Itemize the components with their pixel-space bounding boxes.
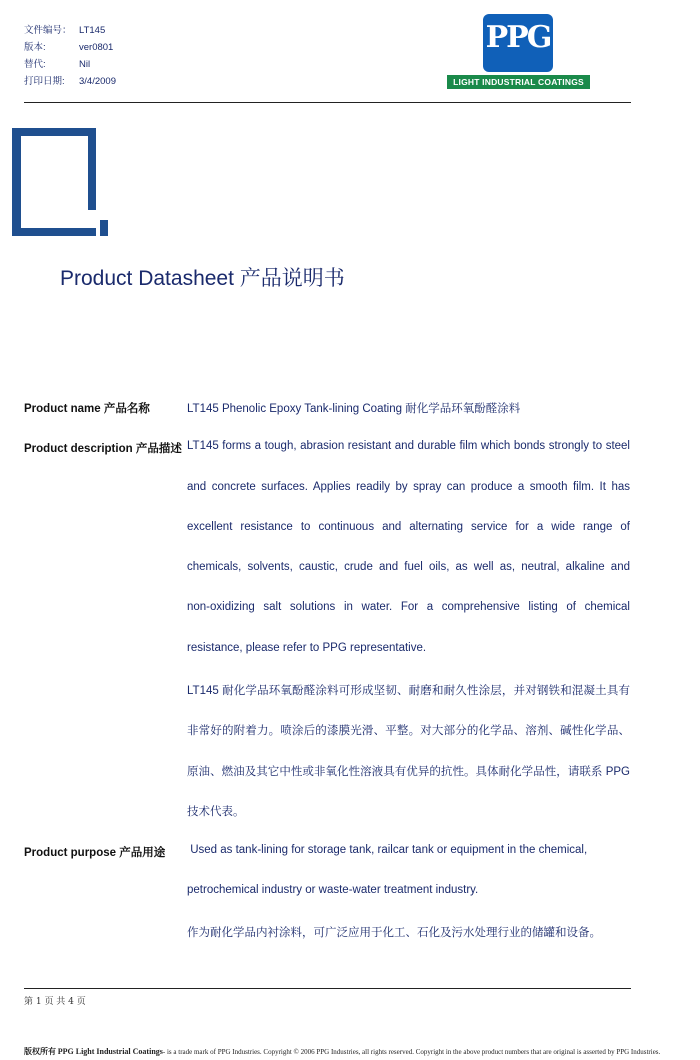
meta-row-version	[24, 39, 116, 56]
copyright-bold: 版权所有	[24, 1047, 56, 1056]
purpose-zh-line: 作为耐化学品内衬涂料，可广泛应用于化工、石化及污水处理行业的储罐和设备。	[187, 927, 601, 939]
description-zh-line: 原油、燃油及其它中性或非氧化性溶液具有优异的抗性。具体耐化学品性，请联系 PPG	[187, 766, 630, 778]
bracket-right-lower	[100, 220, 108, 236]
description-en-line: resistance, please refer to PPG representative.	[187, 642, 427, 654]
product-name-label: Product name 产品名称	[24, 403, 150, 415]
meta-row-doc-number	[24, 22, 116, 39]
meta-key: 打印日期:	[24, 76, 65, 87]
meta-key: 替代:	[24, 59, 46, 70]
meta-value: LT145	[79, 25, 106, 36]
description-en-line: non-oxidizing salt solutions in water. For a comprehensive listing of chemical	[187, 601, 630, 613]
description-en-line: and concrete surfaces. Applies readily by spray can produce a smooth film. It has	[187, 481, 630, 493]
meta-value: Nil	[79, 59, 91, 70]
meta-row-print-date	[24, 73, 116, 90]
description-zh-line: 技术代表。	[187, 806, 245, 818]
product-purpose-label: Product purpose 产品用途	[24, 847, 166, 859]
copyright-brand: PPG Light Industrial Coatings	[57, 1047, 163, 1056]
meta-key: 版本:	[24, 42, 46, 53]
bracket-bottom	[12, 228, 96, 236]
bracket-top	[12, 128, 96, 136]
bracket-right-upper	[88, 128, 96, 210]
purpose-en-line: petrochemical industry or waste-water treatment industry.	[187, 884, 479, 896]
footer-divider	[24, 988, 631, 989]
logo-letters: PPG	[485, 20, 551, 55]
purpose-en-line: Used as tank-lining for storage tank, railcar tank or equipment in the chemical,	[187, 844, 588, 856]
header-divider	[24, 102, 631, 103]
document-meta	[24, 22, 116, 90]
meta-value: 3/4/2009	[79, 76, 116, 87]
bracket-left	[12, 128, 21, 236]
copyright-text: - is a trade mark of PPG Industries. Copyright © 2006 PPG Industries, all rights reserved. Copyright in the above product numbers that are original is asserted by PPG Industries.	[162, 1048, 661, 1056]
meta-key: 文件编号：	[24, 25, 72, 36]
description-en-line: chemicals, solvents, caustic, crude and fuel oils, as well as, neutral, alkaline and	[187, 561, 630, 573]
page-number: 第 1 页 共 4 页	[24, 997, 86, 1007]
product-name-value: LT145 Phenolic Epoxy Tank-lining Coating 耐化学品环氧酚醛涂料	[187, 403, 521, 415]
description-en-line: excellent resistance to continuous and alternating service for a wide range of	[187, 521, 630, 533]
page-title: Product Datasheet 产品说明书	[60, 267, 345, 290]
copyright-notice	[24, 1046, 660, 1057]
description-en-line: LT145 forms a tough, abrasion resistant and durable film which bonds strongly to steel	[187, 440, 630, 452]
logo-band: LIGHT INDUSTRIAL COATINGS	[447, 75, 590, 89]
decorative-bracket	[12, 128, 96, 236]
product-description-label: Product description 产品描述	[24, 443, 182, 455]
meta-row-replaces	[24, 56, 116, 73]
description-zh-line: 非常好的附着力。喷涂后的漆膜光滑、平整。对大部分的化学品、溶剂、碱性化学品、	[187, 725, 630, 737]
meta-value: ver0801	[79, 42, 114, 53]
description-zh-line: LT145 耐化学品环氧酚醛涂料可形成坚韧、耐磨和耐久性涂层，并对钢铁和混凝土具有	[187, 685, 630, 697]
ppg-logo	[447, 14, 590, 89]
